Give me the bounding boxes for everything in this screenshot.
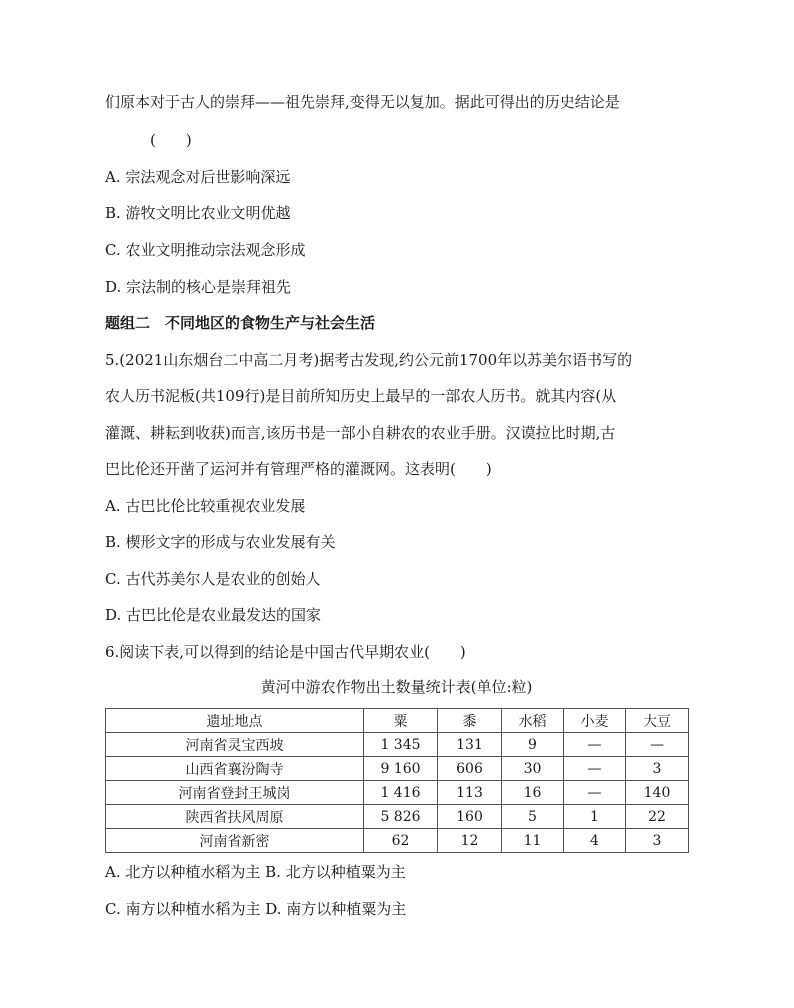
table-cell: — (564, 733, 626, 757)
answer-blank: ( ) (150, 131, 192, 149)
question-text: 农人历书泥板(共109行)是目前所知历史上最早的一部农人历书。就其内容(从 (105, 387, 617, 405)
table-cell: 1 345 (364, 733, 438, 757)
table-cell: 河南省登封王城岗 (106, 781, 364, 805)
table-cell: 16 (502, 781, 564, 805)
table-cell: 1 (564, 805, 626, 829)
question-text: 6.阅读下表,可以得到的结论是中国古代早期农业( ) (105, 643, 466, 661)
option-d: D. 宗法制的核心是崇拜祖先 (105, 278, 292, 296)
table-header-row (106, 709, 689, 733)
table-cell: 河南省灵宝西坡 (106, 733, 364, 757)
section-heading: 题组二 不同地区的食物生产与社会生活 (105, 314, 376, 332)
table-cell: — (564, 757, 626, 781)
column-header: 水稻 (502, 709, 564, 733)
column-header: 黍 (438, 709, 502, 733)
column-header: 大豆 (626, 709, 689, 733)
crop-table (105, 708, 689, 853)
option-c: C. 农业文明推动宗法观念形成 (105, 241, 306, 259)
column-header: 遗址地点 (106, 709, 364, 733)
table-cell: 131 (438, 733, 502, 757)
option-a: A. 古巴比伦比较重视农业发展 (105, 497, 306, 515)
question-text: 们原本对于古人的崇拜——祖先崇拜,变得无以复加。据此可得出的历史结论是 (105, 93, 620, 111)
table-cell: 113 (438, 781, 502, 805)
table-cell: 9 (502, 733, 564, 757)
option-c: C. 古代苏美尔人是农业的创始人 (105, 570, 321, 588)
option-line: C. 南方以种植水稻为主 D. 南方以种植粟为主 (105, 900, 407, 918)
table-cell: — (564, 781, 626, 805)
column-header: 小麦 (564, 709, 626, 733)
option-d: D. 古巴比伦是农业最发达的国家 (105, 606, 322, 624)
table-row (106, 781, 689, 805)
table-cell: 30 (502, 757, 564, 781)
table-cell: — (626, 733, 689, 757)
table-cell: 3 (626, 757, 689, 781)
table-cell: 1 416 (364, 781, 438, 805)
table-cell: 河南省新密 (106, 829, 364, 853)
question-text: 巴比伦还开凿了运河并有管理严格的灌溉网。这表明( ) (105, 460, 492, 478)
question-text: 灌溉、耕耘到收获)而言,该历书是一部小自耕农的农业手册。汉谟拉比时期,古 (105, 424, 616, 442)
option-line: A. 北方以种植水稻为主 B. 北方以种植粟为主 (105, 863, 406, 881)
table-row (106, 733, 689, 757)
option-a: A. 宗法观念对后世影响深远 (105, 168, 291, 186)
table-caption: 黄河中游农作物出土数量统计表(单位:粒) (260, 678, 533, 696)
table-cell: 4 (564, 829, 626, 853)
option-b: B. 游牧文明比农业文明优越 (105, 204, 291, 222)
question-text: 5.(2021山东烟台二中高二月考)据考古发现,约公元前1700年以苏美尔语书写的 (105, 351, 633, 369)
option-b: B. 楔形文字的形成与农业发展有关 (105, 533, 336, 551)
table-row (106, 829, 689, 853)
table-cell: 5 826 (364, 805, 438, 829)
table-cell: 5 (502, 805, 564, 829)
table-cell: 22 (626, 805, 689, 829)
table-cell: 9 160 (364, 757, 438, 781)
table-cell: 606 (438, 757, 502, 781)
table-row (106, 757, 689, 781)
table-cell: 11 (502, 829, 564, 853)
table-cell: 62 (364, 829, 438, 853)
table-cell: 160 (438, 805, 502, 829)
column-header: 粟 (364, 709, 438, 733)
table-cell: 140 (626, 781, 689, 805)
table-cell: 山西省襄汾陶寺 (106, 757, 364, 781)
table-cell: 12 (438, 829, 502, 853)
table-row (106, 805, 689, 829)
table-cell: 3 (626, 829, 689, 853)
table-cell: 陕西省扶风周原 (106, 805, 364, 829)
